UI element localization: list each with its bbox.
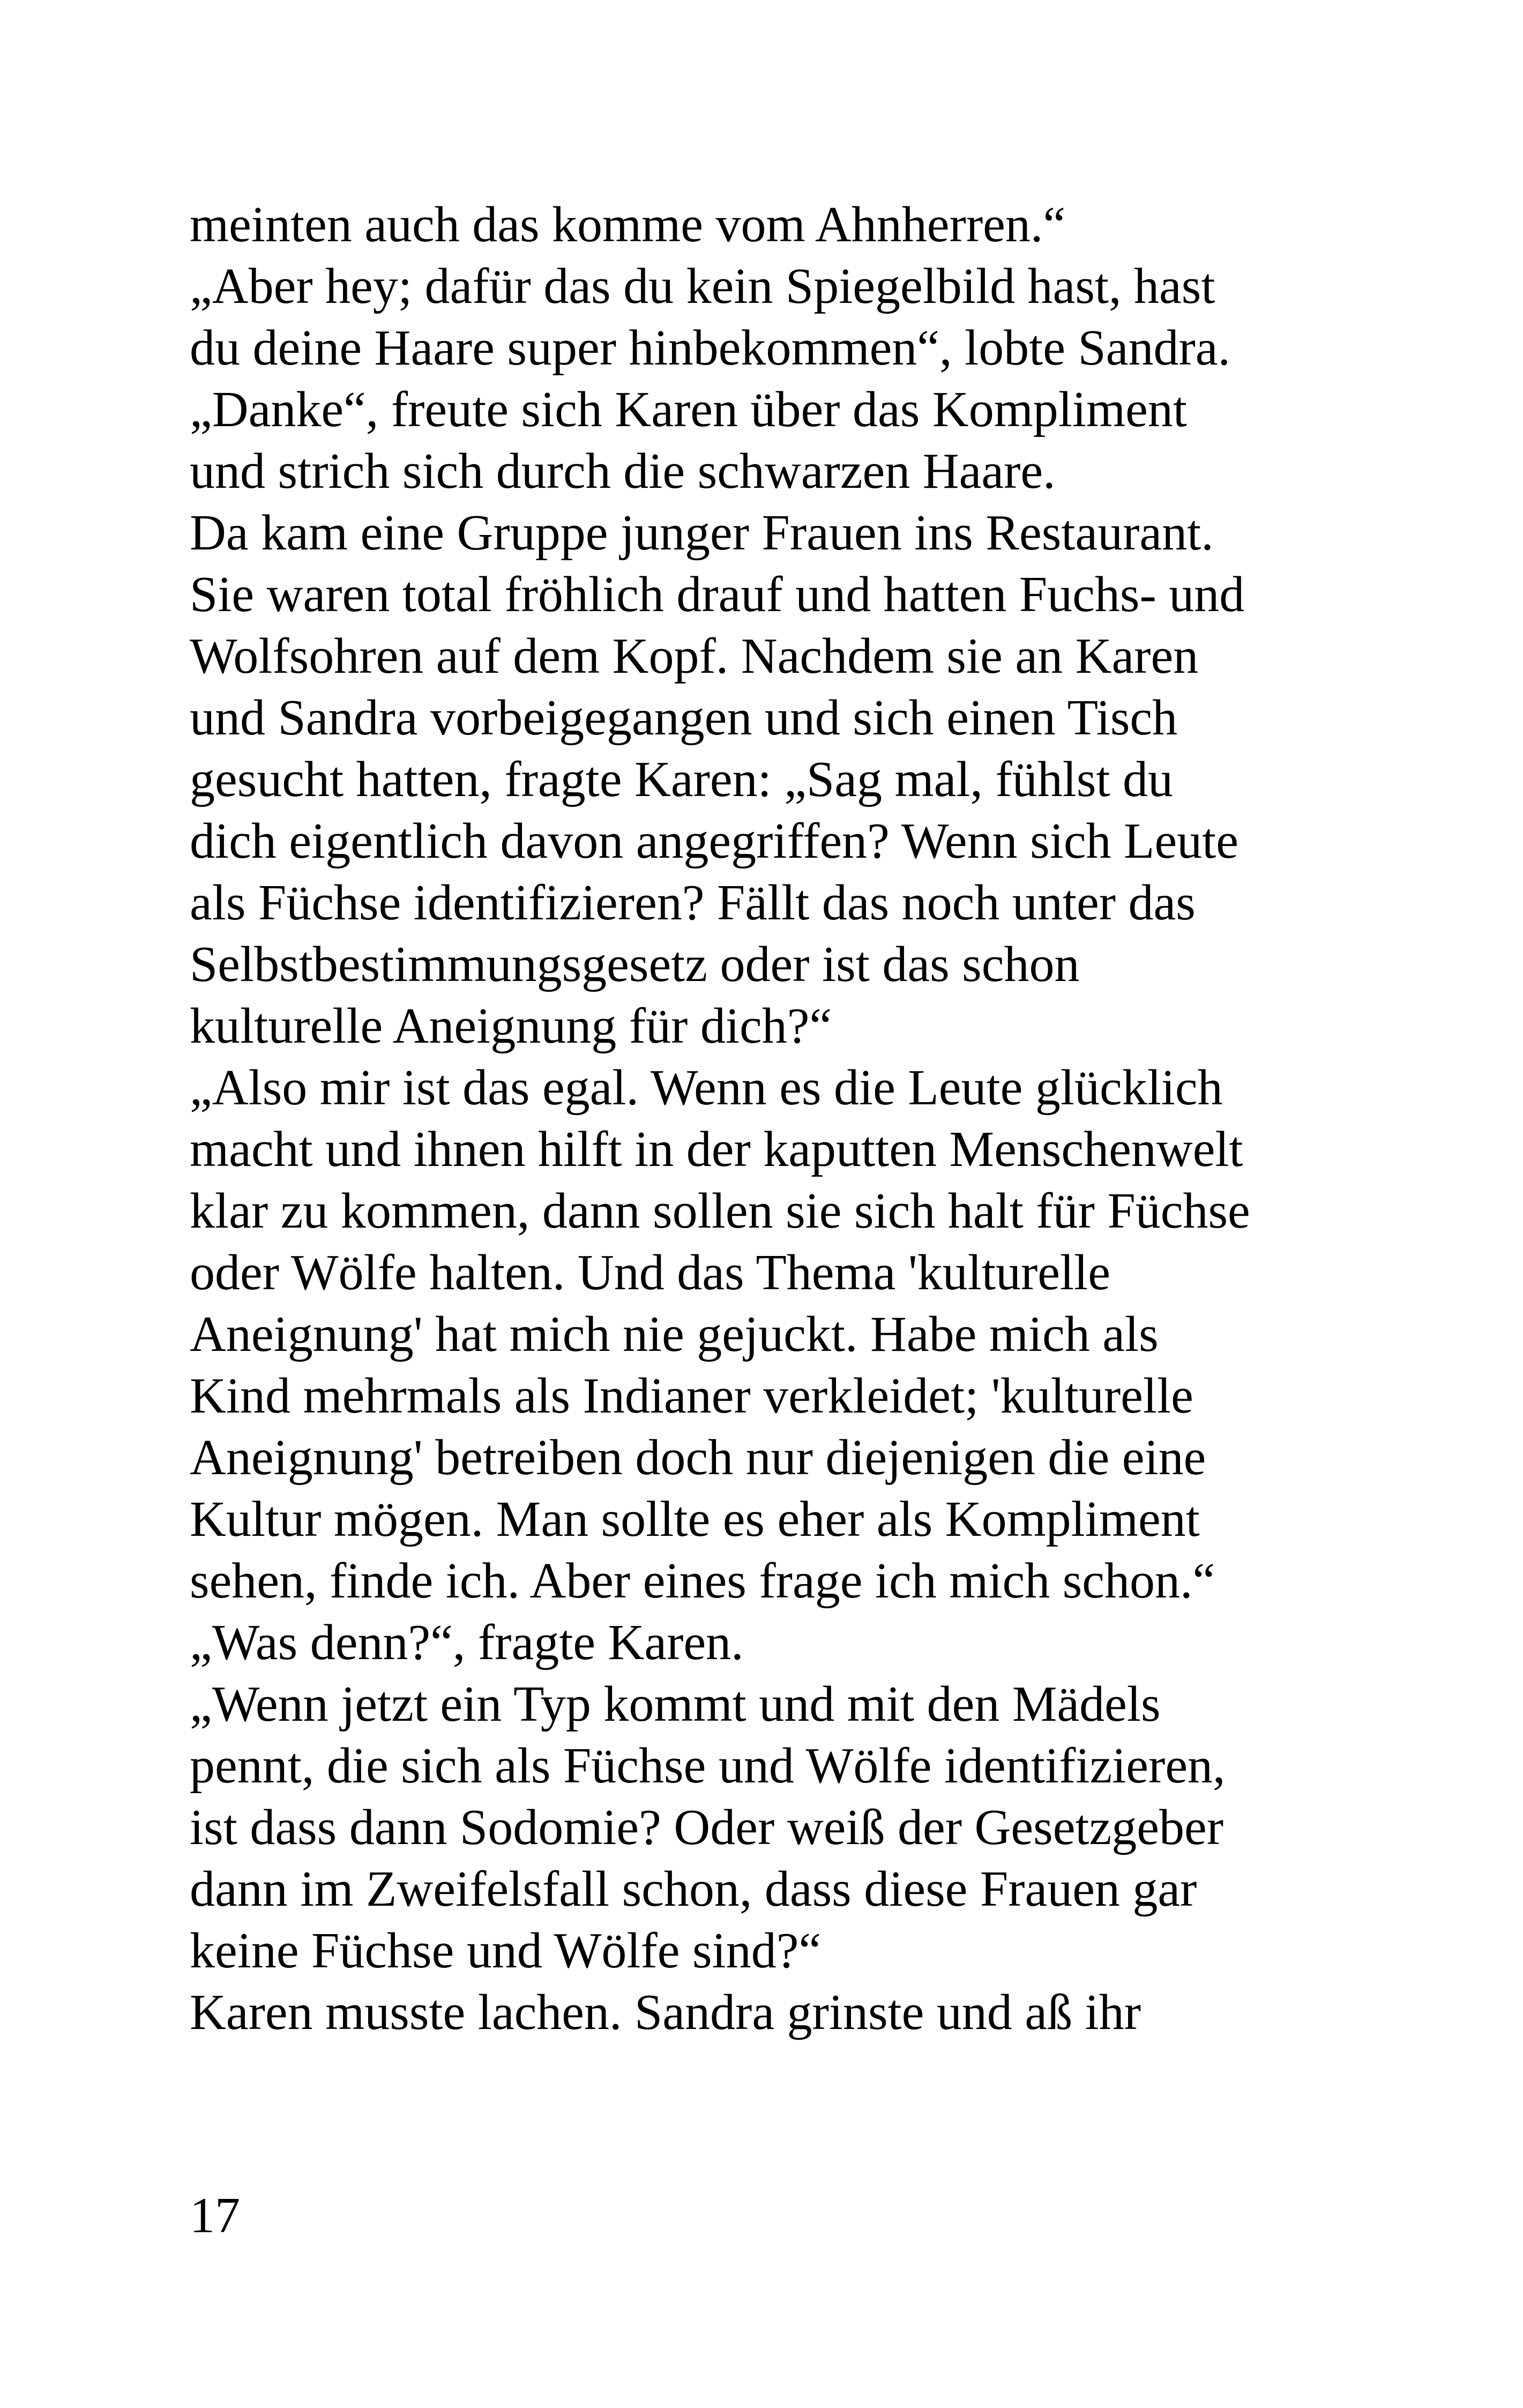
text-line: „Danke“, freute sich Karen über das Kompliment	[190, 382, 1187, 437]
text-line: Aneignung' hat mich nie gejuckt. Habe mich als	[190, 1306, 1159, 1362]
body-text	[190, 194, 1519, 2043]
text-line: und strich sich durch die schwarzen Haare.	[190, 443, 1056, 499]
text-line: Kind mehrmals als Indianer verkleidet; 'kulturelle	[190, 1368, 1193, 1424]
text-line: „Wenn jetzt ein Typ kommt und mit den Mädels	[190, 1676, 1161, 1732]
text-line: als Füchse identifizieren? Fällt das noch unter das	[190, 875, 1196, 931]
text-line: Selbstbestimmungsgesetz oder ist das schon	[190, 937, 1080, 992]
text-line: du deine Haare super hinbekommen“, lobte Sandra.	[190, 320, 1231, 376]
text-line: Wolfsohren auf dem Kopf. Nachdem sie an Karen	[190, 628, 1199, 684]
text-line: „Also mir ist das egal. Wenn es die Leute glücklich	[190, 1060, 1223, 1116]
text-line: keine Füchse und Wölfe sind?“	[190, 1923, 822, 1979]
text-line: dich eigentlich davon angegriffen? Wenn sich Leute	[190, 813, 1239, 869]
text-line: klar zu kommen, dann sollen sie sich halt für Füchse	[190, 1183, 1250, 1239]
text-line: meinten auch das komme vom Ahnherren.“	[190, 197, 1066, 252]
text-line: pennt, die sich als Füchse und Wölfe identifizieren,	[190, 1738, 1226, 1794]
text-line: Sie waren total fröhlich drauf und hatten Fuchs- und	[190, 567, 1245, 622]
text-line: „Aber hey; dafür das du kein Spiegelbild hast, hast	[190, 258, 1215, 314]
text-line: Da kam eine Gruppe junger Frauen ins Restaurant.	[190, 505, 1214, 561]
text-line: macht und ihnen hilft in der kaputten Menschenwelt	[190, 1121, 1243, 1177]
text-line: „Was denn?“, fragte Karen.	[190, 1615, 744, 1670]
text-line: dann im Zweifelsfall schon, dass diese Frauen gar	[190, 1861, 1197, 1917]
text-line: Karen musste lachen. Sandra grinste und aß ihr	[190, 1985, 1141, 2040]
text-line: kulturelle Aneignung für dich?“	[190, 998, 832, 1054]
text-line: und Sandra vorbeigegangen und sich einen Tisch	[190, 690, 1178, 746]
text-line: ist dass dann Sodomie? Oder weiß der Gesetzgeber	[190, 1800, 1224, 1855]
text-line: Kultur mögen. Man sollte es eher als Kompliment	[190, 1491, 1200, 1547]
page-number: 17	[190, 2188, 240, 2243]
text-line: oder Wölfe halten. Und das Thema 'kulturelle	[190, 1245, 1110, 1300]
text-line: sehen, finde ich. Aber eines frage ich mich schon.“	[190, 1553, 1215, 1609]
text-line: gesucht hatten, fragte Karen: „Sag mal, fühlst du	[190, 752, 1174, 807]
text-line: Aneignung' betreiben doch nur diejenigen die eine	[190, 1430, 1206, 1485]
